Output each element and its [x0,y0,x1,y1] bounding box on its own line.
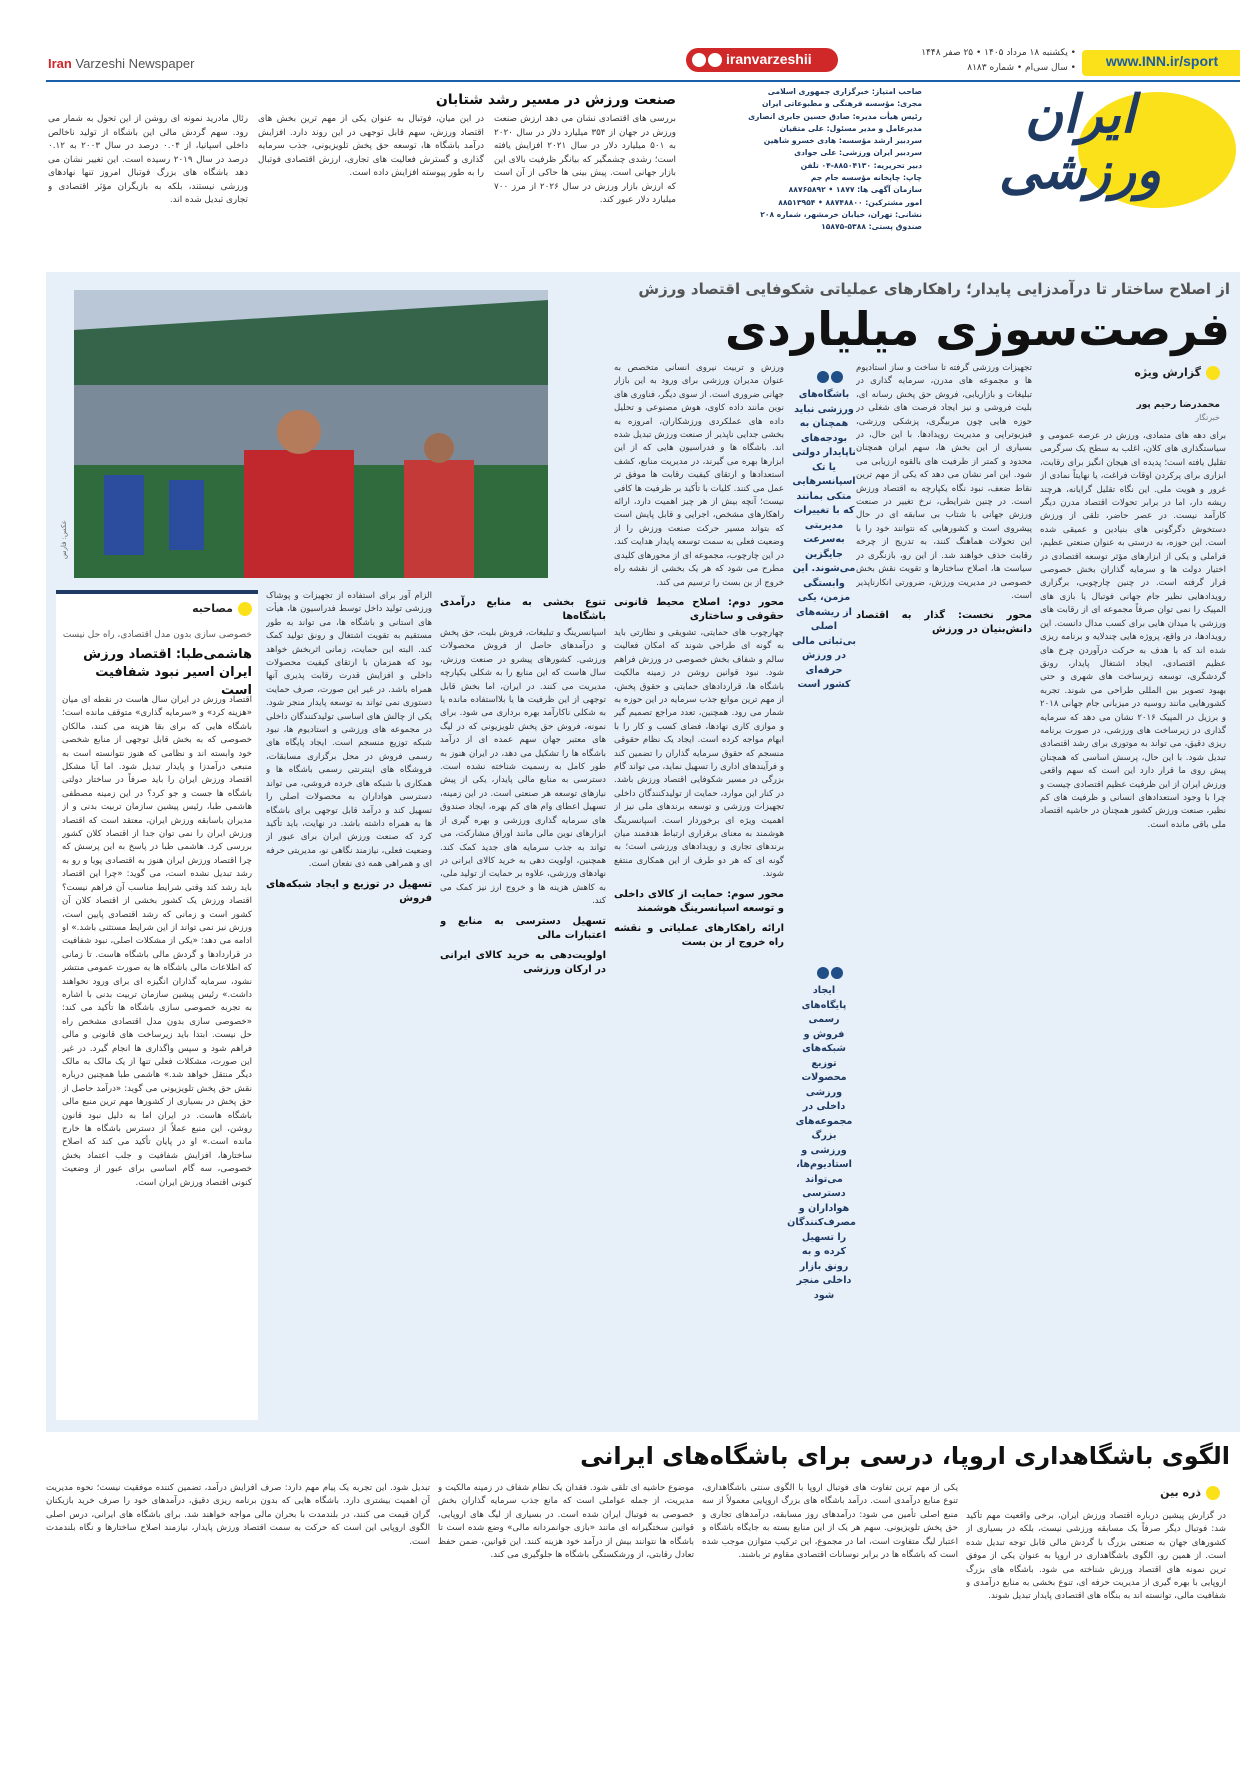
quote-mark-icon-2 [831,371,843,383]
pull-quote-2-icon [812,964,848,983]
main-col-6-text: الزام آور برای استفاده از تجهیزات و پوشاک ورزشی تولید داخل توسط فدراسیون ها، هیأت های استانی و باشگاه ها، می تواند به طور مستقیم به تقویت اشتغال و رونق تولید کمک کند. البته این حمایت، زمانی اثربخش خواهد بود که همزمان با ارتقای کیفیت محصولات داخلی و افزایش قدرت رقابت پذیری آنها همراه باشد. در غیر این صورت، صرف حمایت دستوری نمی تواند به توسعه پایدار منجر شود. یکی از چالش های اساسی تولیدکنندگان داخلی در مجموعه های ورزشی و استادیوم ها، نبود شبکه توزیع منسجم است. ایجاد پایگاه های رسمی فروش در محل برگزاری مسابقات، فروشگاه های اینترنتی رسمی باشگاه ها و همکاری با شبکه های خرده فروشی، می تواند دسترسی هواداران به محصولات اصلی را تسهیل کند و درآمد قابل توجهی برای باشگاه ها به همراه داشته باشد. در نهایت، باید تأکید کرد که صنعت ورزش ایران برای عبور از وضعیت فعلی، نیازمند نگاهی نو، مدیریتی حرفه ای و همراهی همه ذی نفعان است. [266,591,432,870]
main-col-4 [440,590,606,1424]
social-handle[interactable]: iranvarzeshii [726,51,812,67]
top-rule [46,80,1240,82]
masthead-line: مجری: مؤسسه فرهنگی و مطبوعاتی ایران [761,99,922,109]
bottom-col-1: در گزارش پیشین درباره اقتصاد ورزش ایران، برخی واقعیت مهم تأکید شد: فوتبال دیگر صرفاً یک مسابقه ورزشی نیست، بلکه در بسیاری از کشورهای جهان به صنعتی بزرگ با گردش مالی قابل توجه تبدیل شده است. از همین رو، الگوی باشگاهداری در اروپا به عنوان یکی از موفق ترین نمونه های اقتصاد ورزش شناخته می شود. باشگاه های بزرگ اروپایی با بهره گیری از مدیریت حرفه ای، تنوع بخشی به منابع درآمدی و شفافیت مالی، توانسته اند به بنگاه های اقتصادی پایدار تبدیل شوند. [966,1511,1226,1602]
date-line: • یکشنبه ۱۸ مرداد ۱۴۰۵ • ۲۵ صفر ۱۴۴۸ [921,48,1076,58]
masthead-line: سازمان آگهی ها: ۱۸۷۷ • ۸۸۷۶۵۸۹۲ [788,185,922,195]
masthead-line: سردبیر ارشد مؤسسه: هادی خسرو شاهین [763,136,922,146]
masthead [686,86,922,238]
interview-tag [62,602,252,616]
bottom-tag-dot-icon [1206,1486,1220,1500]
quote-mark-icon-3 [817,967,829,979]
masthead-line: صندوق پستی: ۵۳۸۸-۱۵۸۷۵ [821,222,922,232]
subhead-5: تنوع بخشی به منابع درآمدی باشگاه‌ها [440,597,606,622]
section-tag-label: گزارش ویژه [1134,366,1201,379]
main-col-1 [1040,430,1226,1424]
header [0,0,1250,268]
masthead-line: رئیس هیأت مدیره: صادق حسین جابری انصاری [748,111,922,121]
masthead-line: صاحب امتیاز: خبرگزاری جمهوری اسلامی [767,87,922,96]
paper-name-en-bold: Iran [48,56,72,71]
masthead-line: دبیر تحریریه: ۸۸۵۰۴۱۳۰-۰۴ تلفن [800,160,922,170]
logo-line1: ایران [1024,85,1136,145]
main-photo[interactable] [74,290,548,578]
main-col-4-text: چهارچوب های حمایتی، تشویقی و نظارتی باید به گونه ای طراحی شوند که امکان فعالیت سالم و شفاف بخش خصوصی در ورزش فراهم شود. نبود قوانین روشن در زمینه مالکیت باشگاه ها، قراردادهای حمایتی و حقوق پخش، از مهم ترین موانع جذب سرمایه در این حوزه به شمار می رود. همچنین، تعدد مراجع تصمیم گیر و موازی کاری نهادها، فضای کسب و کار را با ابهام مواجه کرده است. ایجاد یک نظام حقوقی منسجم که حقوق سرمایه گذاران را تضمین کند و فرآیندهای اداری را تسهیل نماید، می تواند گام بزرگی در مسیر شکوفایی اقتصاد ورزش باشد. در کنار این موارد، حمایت از تولیدکنندگان داخلی تجهیزات ورزشی و توسعه برندهای ملی نیز از اهمیت ویژه ای برخوردار است. اسپانسرینگ هوشمند به معنای برقراری ارتباط هدفمند میان برندهای تجاری و رویدادهای ورزشی است؛ به گونه ای که هر دو طرف از این همکاری منتفع شوند. [614,627,784,880]
bottom-tag [1060,1486,1220,1500]
author-role: خبرنگار [1195,413,1220,422]
interview-tag-label: مصاحبه [192,602,233,615]
top-article-col-2: در این میان، فوتبال به عنوان یکی از مهم ترین بخش های اقتصاد ورزش، سهم قابل توجهی در این روند دارد. افزایش درآمد باشگاه ها، توسعه حق پخش تلویزیونی، جذب سرمایه گذاری و گسترش فعالیت های تجاری، ارزش اقتصادی فوتبال را به طور پیوسته افزایش داده است. [258,114,484,178]
bottom-col-4: تبدیل شود. این تجربه یک پیام مهم دارد: صرف افزایش درآمد، تضمین کننده موفقیت نیست؛ نحوه مدیریت آن اهمیت بیشتری دارد. باشگاه هایی که بدون برنامه ریزی دقیق، درآمدهای خود را صرف خرید بازیکنان گران قیمت می کنند، در بلندمدت با بحران مالی مواجه خواهند شد. برای باشگاه های ایرانی، درس اصلی الگوی اروپایی این است که حرکت به سمت اقتصاد ورزش پایدار، نیازمند اصلاح ساختارها و نگاه بلندمدت است. [46,1483,430,1547]
interview-top-stripe [56,590,258,594]
subhead-2: محور دوم: اصلاح محیط قانونی حقوقی و ساختاری [614,596,784,622]
logo [930,86,1240,210]
masthead-line: نشانی: تهران، خیابان خرمشهر، شماره ۲۰۸ [760,209,922,219]
author: محمدرضا رحیم پور [1136,400,1220,410]
masthead-line: امور مشترکین: ۸۸۷۴۸۸۰۰ • ۸۸۵۱۳۹۵۴ [778,197,922,207]
kicker: از اصلاح ساختار تا درآمدزایی پایدار؛ راهکارهای عملیاتی شکوفایی اقتصاد ورزش [638,280,1230,298]
interview-kicker: خصوصی سازی بدون مدل اقتصادی، راه حل نیست [62,630,252,640]
top-article-title: صنعت ورزش در مسیر رشد شتابان [435,92,676,108]
top-article-col-1: بررسی های اقتصادی نشان می دهد ارزش صنعت ورزش در جهان از ۳۵۴ میلیارد دلار در سال ۲۰۲۰ به ۵۰۱ میلیارد دلار در سال ۲۰۲۱ افزایش یافته است؛ رشدی چشمگیر که بیانگر ظرفیت بالای این بازار جهانی است. پیش بینی ها حاکی از آن است که ارزش بازار ورزش در سال ۲۰۲۶ از مرز ۷۰۰ میلیارد دلار عبور کند. [494,114,676,205]
bottom-headline: الگوی باشگاهداری اروپا، درسی برای باشگاه‌های ایرانی [580,1442,1230,1470]
paper-name-en-rest: Varzeshi Newspaper [71,56,195,71]
subhead-8: تسهیل در توزیع و ایجاد شبکه‌های فروش [266,878,432,904]
tag-dot-icon [1206,366,1220,380]
logo-line2: ورزشی [998,141,1162,201]
interview-box [56,590,258,1420]
instagram-icon [692,53,706,67]
photo-credit: عکس: فارس [60,520,68,559]
main-col-5 [266,590,432,1424]
site-url[interactable]: www.INN.ir/sport [1105,53,1219,69]
pull-quote-1-icon [812,368,848,387]
interview-title: هاشمی‌طبا: اقتصاد ورزش ایران اسیر نبود شفافیت است [83,647,252,698]
pull-quote-2: ایجاد پایگاه‌های رسمی فروش و شبکه‌های توزیع محصولات ورزشی داخلی در مجموعه‌های بزرگ ورزشی و استادیوم‌ها، می‌تواند دسترسی هواداران و مصرف‌کنندگان را تسهیل کرده و به رونق بازار داخلی منجر شود [787,985,856,1301]
bottom-col-2: یکی از مهم ترین تفاوت های فوتبال اروپا با الگوی سنتی باشگاهداری، تنوع منابع درآمدی است. درآمد باشگاه های بزرگ اروپایی معمولاً از سه منبع اصلی تأمین می شود: درآمدهای روز مسابقه، درآمدهای تجاری و حق پخش تلویزیونی. سهم هر یک از این منابع بسته به جایگاه باشگاه و اعتبار لیگ متفاوت است، اما در مجموع، این ترکیب متوازن موجب شده است که باشگاه ها در برابر نوسانات اقتصادی مقاوم تر باشند. [702,1483,958,1561]
interview-tag-dot-icon [238,602,252,616]
main-col-3 [614,362,784,1424]
main-col-2 [856,362,1032,1424]
issue-line: • سال سی‌ام • شماره ۸۱۸۳ [967,63,1076,73]
bottom-tag-label: ذره بین [1160,1486,1201,1499]
subhead-3: محور سوم: حمایت از کالای داخلی و توسعه اسپانسرینگ هوشمند [614,888,784,914]
paper-name-en [48,56,194,71]
telegram-icon [708,53,722,67]
section-tag-special-report [1020,366,1220,380]
main-col-1-text: برای دهه های متمادی، ورزش در عرصه عمومی و سیاستگذاری های کلان، اغلب به سطح یک سرگرمی تقلیل یافته است؛ پدیده ای هیجان انگیز برای رقابت، ابزاری برای پرکردن اوقات فراغت، یا نهایتاً نمادی از غرور و هویت ملی. این نگاه تقلیل گرایانه، هرچند ریشه دار، اما در برابر تحولات اقتصاد مدرن دیگر کارآمد نیست. در عصر حاضر، تلقی از ورزش دستخوش دگرگونی های بنیادین و عمیقی شده است. این حوزه، به درستی به عنوان صنعتی عظیم، فراملی و یکی از ابزارهای مؤثر توسعه اقتصادی در اختیار دولت ها و سرمایه گذاران بخش خصوصی قرار گرفته است. در چنین چارچوبی، برگزاری رویدادهایی نظیر جام جهانی فوتبال یا بازی های المپیک را نمی توان صرفاً مجموعه ای از رقابت های ورزشی یا میدان هایی برای کسب مدال دانست. این رویدادها، در واقع، پروژه هایی چندلایه و برنامه ریزی شده اند که با هدف به حرکت درآوردن چرخ های عظیم اقتصادی، ایجاد اشتغال پایدار، رونق گردشگری، توسعه زیرساخت های شهری و حتی بهبود تصویر بین المللی طراحی می شوند. تجربه کشورهایی مانند روسیه در میزبانی جام جهانی ۲۰۱۸ و برزیل در المپیک ۲۰۱۶ نشان می دهد که سرمایه گذاری در زیرساخت های ورزشی، در صورت برنامه ریزی دقیق، می تواند به موتوری برای رشد اقتصادی تبدیل شود. با این حال، پرسش اساسی که همچنان پیش روی ما قرار دارد این است که سهم واقعی ورزش ایران از این ظرفیت عظیم اقتصادی چیست و چرا با وجود استعدادهای انسانی و ظرفیت های کم نظیر، صنعت ورزش کشور همچنان در حاشیه اقتصاد ملی باقی مانده است. [1040,431,1226,830]
headline: فرصت‌سوزی میلیاردی [725,302,1230,356]
subhead-6: تسهیل دسترسی به منابع و اعتبارات مالی [440,915,606,941]
subhead-7: اولویت‌دهی به خرید کالای ایرانی در ارکان ورزشی [440,949,606,975]
quote-mark-icon-4 [831,967,843,979]
interview-body: اقتصاد ورزش در ایران سال هاست در نقطه ای میان «هزینه کرد» و «سرمایه گذاری» متوقف مانده است؛ باشگاه هایی که برای بقا هزینه می کنند، مالکان خصوصی که به بخش قابل توجهی از منابع شخصی خود وابسته اند و نظامی که هنوز نتوانسته است به منبعی درآمدزا و پایدار تبدیل شود. اما آیا مشکل اقتصاد ورزش ایران را باید صرفاً در ساختار دولتی باشگاه ها جست و جو کرد؟ در این زمینه مصطفی هاشمی طبا، رئیس پیشین سازمان تربیت بدنی و از مدیران باسابقه ورزش ایران، معتقد است که اقتصاد ورزش ایران را نمی توان جدا از اقتصاد کلان کشور بررسی کرد. هاشمی طبا در پاسخ به این پرسش که چرا اقتصاد ورزش ایران هنوز به اقتصادی پویا و رو به رشد تبدیل نشده است، می گوید: «چرا این اقتصاد باید رشد کند وقتی شرایط مناسب آن فراهم نیست؟ اقتصاد ورزش یک کشور بخشی از اقتصاد کلان آن کشور است و زمانی که رشد اقتصادی پایین است، ورزش نیز نمی تواند از این شرایط مستثنی باشد.» او ادامه می دهد: «یکی از مشکلات اصلی، نبود شفافیت در قراردادها و گردش مالی باشگاه هاست. تا زمانی که اطلاعات مالی باشگاه ها به صورت عمومی منتشر نشود، سرمایه گذاران انگیزه ای برای ورود نخواهند داشت.» رئیس پیشین سازمان تربیت بدنی با اشاره به تجربه خصوصی سازی باشگاه ها تأکید می کند: «خصوصی سازی بدون مدل اقتصادی مشخص راه حل نیست. ابتدا باید زیرساخت های قانونی و مالی فراهم شود و سپس واگذاری ها انجام گیرد. در غیر این صورت، مشکلات فعلی تنها از یک مالک به مالک دیگر منتقل خواهد شد.» هاشمی طبا همچنین درباره نقش حق پخش تلویزیونی می گوید: «درآمد حاصل از حق پخش در بسیاری از کشورها مهم ترین منبع مالی باشگاه هاست. در ایران اما به دلیل نبود قانون روشن، این منبع عملاً از دسترس باشگاه ها خارج مانده است.» او در پایان تأکید می کند که اصلاح ساختارها، افزایش شفافیت و جلب اعتماد بخش خصوصی، سه گام اساسی برای عبور از وضعیت کنونی اقتصاد ورزش ایران است. [62,695,252,1188]
masthead-line: چاپ: چاپخانه مؤسسه جام جم [810,173,922,183]
pull-quote-1: باشگاه‌های ورزشی نباید همچنان به بودجه‌های ناپایدار دولتی یا تک اسپانسرهایی متکی بمانند که با تغییرات مدیریتی به‌سرعت جایگزین می‌شوند. این وابستگی مزمن، یکی از ریشه‌های اصلی بی‌ثباتی مالی در ورزش حرفه‌ای کشور است [792,389,856,690]
top-article-col-3: رئال مادرید نمونه ای روشن از این تحول به شمار می رود. سهم گردش مالی این باشگاه از تولید ناخالص داخلی اسپانیا، از ۰.۰۴ درصد در سال ۲۰۰۳ به ۰.۱۲ درصد در سال ۲۰۱۹ رسیده است. این تغییر نشان می دهد باشگاه های بزرگ فوتبال امروز تنها نهادهای ورزشی نیستند، بلکه به بازیگران مؤثر اقتصادی و تجاری تبدیل شده اند. [48,114,248,205]
quote-mark-icon [817,371,829,383]
bottom-col-3: موضوع حاشیه ای تلقی شود. فقدان یک نظام شفاف در زمینه مالکیت و مدیریت، از جمله عواملی است که مانع جذب سرمایه گذاران بخش خصوصی به فوتبال ایران شده است. در بسیاری از لیگ های اروپایی، قوانین سختگیرانه ای مانند «بازی جوانمردانه مالی» وضع شده است تا باشگاه ها نتوانند بیش از درآمد خود هزینه کنند. این قوانین، ضمن حفظ تعادل رقابتی، از ورشکستگی باشگاه ها جلوگیری می کند. [438,1483,694,1561]
stadium-photo-illustration [74,290,548,578]
main-col-3-text: ورزش و تربیت نیروی انسانی متخصص به عنوان مدیران ورزشی برای ورود به این بازار جهانی ضروری است. از سوی دیگر، فناوری های نوین مانند داده کاوی، هوش مصنوعی و تحلیل داده های عملکردی ورزشکاران، امروزه به بخشی جدایی ناپذیر از صنعت ورزش تبدیل شده اند. باشگاه ها و فدراسیون هایی که از این ابزارها بهره می گیرند، در مدیریت منابع، کشف استعدادها و ارتقای کیفیت رقابت ها موفق تر عمل می کنند. کلیات با تأکید بر ظرفیت ها کافی نیست؛ آنچه بیش از هر چیز اهمیت دارد، ارائه راهکارهای مشخص، اجرایی و قابل پایش است که بتواند مسیر حرکت صنعت ورزش را از وضعیت فعلی به سمت توسعه پایدار هدایت کند. در این چارچوب، مجموعه ای از محورهای کلیدی مطرح می شود که هر یک بخشی از نقشه راه خروج از بن بست را ترسیم می کند. [614,363,784,588]
masthead-line: مدیرعامل و مدیر مسئول: علی متقیان [779,123,922,133]
masthead-line: سردبیر ایران ورزشی: علی جوادی [794,148,922,158]
subhead-4: ارائه راهکارهای عملیاتی و نقشه راه خروج از بن بست [614,922,784,948]
subhead-1: محور نخست: گذار به اقتصاد دانش‌بنیان در ورزش [856,610,1032,636]
main-col-5-text: اسپانسرینگ و تبلیغات، فروش بلیت، حق پخش و درآمدهای حاصل از فروش محصولات ورزشی. کشورهای پیشرو در صنعت ورزش، سال هاست که این منابع را به شکلی یکپارچه مدیریت می کنند. در ایران، اما بخش قابل توجهی از این ظرفیت ها یا بلااستفاده مانده یا به شکلی ناکارآمد بهره برداری می شود. برای نمونه، فروش حق پخش تلویزیونی که در لیگ های معتبر جهان سهم عمده ای از درآمد باشگاه ها را تشکیل می دهد، در ایران هنوز به طور کامل به رسمیت شناخته نشده است. دسترسی به منابع مالی پایدار، یکی از پیش نیازهای توسعه هر صنعتی است. در این زمینه، تسهیل اعطای وام های کم بهره، ایجاد صندوق های سرمایه گذاری ورزشی و بهره گیری از ابزارهای نوین مالی مانند اوراق مشارکت، می تواند به جذب سرمایه های جدید کمک کند. همچنین، اولویت دهی به خرید کالای ایرانی در نهادهای ورزشی، علاوه بر حمایت از تولید ملی، به کاهش هزینه ها و خروج ارز نیز کمک می کند. [440,628,606,907]
main-col-2-text: تجهیزات ورزشی گرفته تا ساخت و ساز استادیوم ها و مجموعه های مدرن، سرمایه گذاری در تبلیغات و بازاریابی، فروش حق پخش رسانه ای، بلیت فروشی و نیز ایجاد فرصت های شغلی در حوزه هایی چون مربیگری، پزشکی ورزشی، فیزیوتراپی و مدیریت رویدادها. با این حال، در بسیاری از این بخش ها، سهم ایران همچنان محدود و کمتر از ظرفیت های بالقوه ارزیابی می شود. این امر نشان می دهد که یکی از مهم ترین نقاط ضعف، نبود نگاه یکپارچه به اقتصاد ورزش است. در چنین شرایطی، نرخ تغییر در صنعت ورزش جهانی با شتاب بی سابقه ای در حال پیشروی است و کشورهایی که نتوانند خود را با این تحولات هماهنگ کنند، به تدریج از چرخه رقابت حذف خواهند شد. از این رو، بازنگری در سیاست ها، اصلاح ساختارها و تقویت نقش بخش خصوصی در مدیریت ورزش، ضرورتی انکارناپذیر است. [856,363,1032,601]
